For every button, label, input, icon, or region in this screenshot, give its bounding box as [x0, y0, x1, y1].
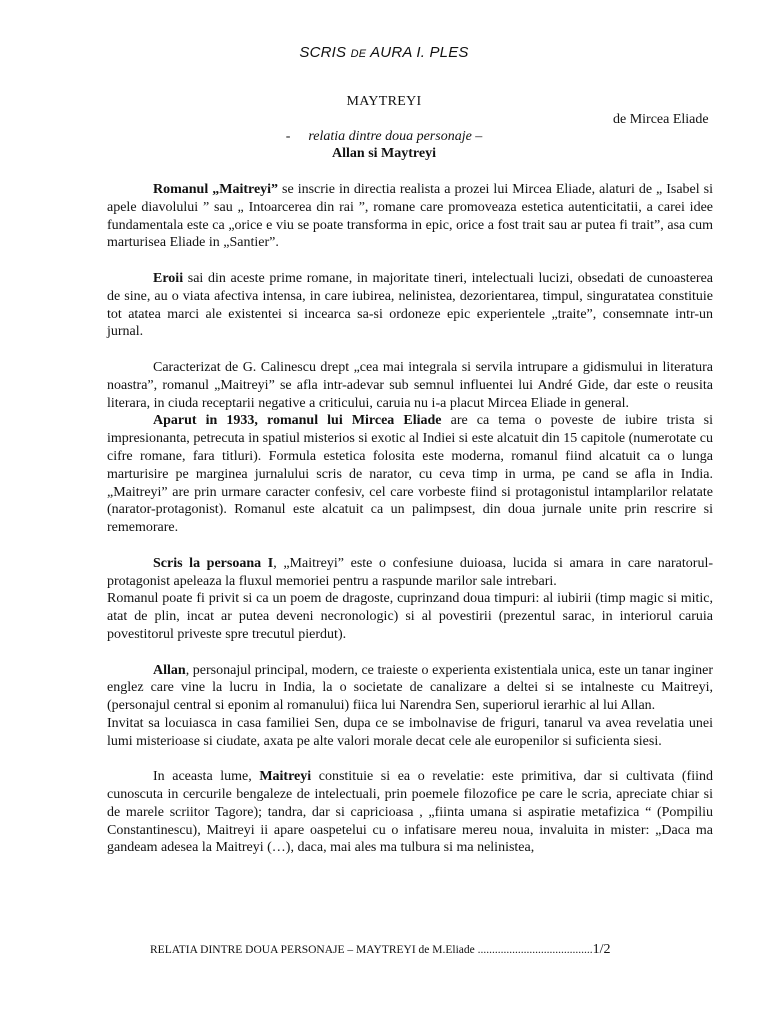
paragraph-1-bold: Romanul „Maitreyi”	[153, 182, 279, 197]
paragraph-5-text: , „Maitreyi” este o confesiune duioasa, lucida si amara in care naratorul-protagonist apeleaza la fluxul memoriei pentru a raspunde marilor sale intrebari.	[107, 555, 714, 589]
subtitle-names: Allan si Maytreyi	[332, 146, 436, 161]
paragraph-4	[107, 412, 713, 537]
document-body	[107, 181, 713, 857]
page-footer	[150, 942, 690, 958]
paragraph-8	[107, 715, 713, 751]
document-title: MAYTREYI	[346, 94, 422, 109]
subtitle-text: relatia dintre doua personaje –	[308, 129, 483, 144]
paragraph-8-text: Invitat sa locuiasca in casa familiei Sen, dupa ce se imbolnavise de friguri, tanarul va avea revelatia unei lumi misterioase si ciudate, axata pe alte valori morale decat cele ale europenilor si suficienta siesi.	[107, 715, 713, 749]
header-scris: SCRIS	[299, 44, 347, 61]
paragraph-6-text: Romanul poate fi privit si ca un poem de dragoste, cuprinzand doua timpuri: al iubirii (timp magic si mitic, atat de plin, incat ar putea deveni necronologic) si al povestirii (prezentul sarac, in interiorul caruia povestitorul priveste spre trecutul pierdut).	[107, 591, 713, 642]
paragraph-7	[107, 662, 713, 715]
paragraph-3	[107, 359, 713, 412]
book-author: de Mircea Eliade	[613, 112, 709, 127]
paragraph-9-text: constituie si ea o revelatie: este primitiva, dar si cultivata (fiind cunoscuta in cercurile bengaleze de intelectuali, prin poemele filozofice pe care le scria, apreciate chiar si de marele scriitor Tagore); tandra, dar si capricioasa , „fiinta umana si aspiratie metafizica “ (Pompiliu Constantinescu), Maitreyi ii apare oaspetelui cu o infatisare mereu noua, invaluita in mister: „Daca ma gandeam adesea la Maitreyi (…), daca, mai ales ma tulbura si ma nelinistea,	[107, 769, 714, 856]
header-de: DE	[350, 48, 367, 60]
paragraph-5-bold: Scris la persoana I	[153, 555, 274, 571]
subtitle-dash: -	[285, 129, 291, 144]
paragraph-7-bold: Allan	[153, 662, 186, 678]
paragraph-9	[107, 768, 713, 857]
paragraph-2-bold: Eroii	[153, 270, 184, 286]
document-header	[0, 44, 768, 61]
paragraph-9-bold: Maitreyi	[259, 769, 312, 785]
paragraph-1-text: se inscrie in directia realista a prozei lui Mircea Eliade, alaturi de „ Isabel si apele diavolului ” sau „ Intoarcerea din rai ”, romane care promoveaza estetica autenticitatii, a carei idee fundamentala este ca „orice e viu se poate transforma in epic, orice a fost trait sau ar putea fi trait”, asa cum marturisea Eliade in „Santier”.	[107, 182, 713, 251]
paragraph-3-text: Caracterizat de G. Calinescu drept „cea mai integrala si servila intrupare a gidismului in literatura noastra”, romanul „Maitreyi” se afla intr-adevar sub semnul influentei lui André Gide, dar este o reusita literara, in ciuda receptarii negative a criticului, caruia nu i-a placut Mircea Eliade in general.	[107, 359, 713, 411]
paragraph-7-text: , personajul principal, modern, ce traieste o experienta existentiala unica, este un tanar inginer englez care vine la lucru in India, la o societate de canalizare a deltei si se intalneste cu Maitreyi, (personajul central si eponim al romanului) fiica lui Narendra Sen, superiorul ierarhic al lui Allan.	[107, 662, 713, 714]
subtitle	[0, 129, 768, 145]
paragraph-4-text: are ca tema o poveste de iubire trista si impresionanta, petrecuta in spatiul misterios si exotic al Indiei si este alcatuit din 15 capitole (numerotate cu cifre romane, fara titluri). Formula estetica folosita este moderna, romanul fiind alcatuit ca o lunga marturisire pe marginea jurnalului scris de narator, cu ceva timp in urma, pe cand se afla in India. „Maitreyi” are prin urmare caracter confesiv, cel care vorbeste fiind si protagonistul intamplarilor relatate (narator-protagonist). Romanul este alcatuit ca un palimpsest, din doua jurnale unite prin rescrire si rememorare.	[107, 413, 713, 536]
paragraph-4-bold: Aparut in 1933, romanul lui Mircea Eliade	[153, 413, 442, 429]
paragraph-9-pre: In aceasta lume,	[153, 769, 260, 785]
paragraph-6	[107, 590, 713, 643]
footer-text: RELATIA DINTRE DOUA PERSONAJE – MAYTREYI de M.Eliade ........................................	[150, 944, 593, 956]
header-author-name: AURA I. PLES	[370, 44, 469, 61]
paragraph-2	[107, 270, 713, 341]
paragraph-1	[107, 181, 713, 252]
page-number: 1/2	[592, 942, 611, 957]
paragraph-2-text: sai din aceste prime romane, in majoritate tineri, intelectuali lucizi, obsedati de cunoasterea de sine, au o viata afectiva intensa, in care iubirea, nelinistea, dezorientarea, timpul, singuratatea constituie tot atatea marci ale existentei si incearca sa-si ordoneze epic experientele „traite”, consemnate intr-un jurnal.	[107, 270, 713, 340]
paragraph-5	[107, 555, 713, 591]
